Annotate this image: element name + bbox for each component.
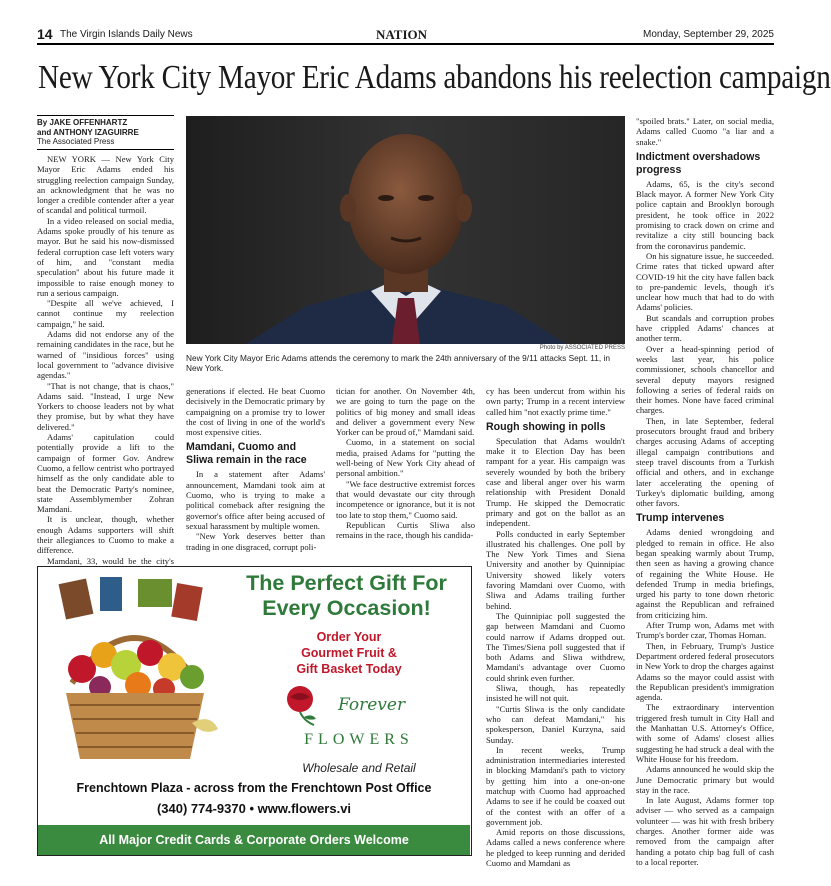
byline-organization: The Associated Press <box>37 137 115 147</box>
paragraph: Mamdani, 33, would be the city's <box>47 555 174 566</box>
byline-rule-top <box>37 115 174 116</box>
ad-brand-word: FLOWERS <box>304 731 414 748</box>
header-rule <box>37 43 774 45</box>
headline: New York City Mayor Eric Adams abandons his reelection campaign <box>38 59 831 96</box>
subheading: Mamdani, Cuomo and Sliwa remain in the race <box>186 441 307 467</box>
ad-title-line-2: Every Occasion! <box>262 596 431 620</box>
news-photo <box>186 116 625 344</box>
paragraph: "spoiled brats." Later, on social media, Adams called Cuomo "a liar and a snake." <box>636 116 774 147</box>
paragraph: In a statement after Adams' announcement, Mamdani took aim at Cuomo, who is trying to make a political comeback after resigning the governor's office after being accused of sexual harassment by multiple women. <box>186 469 325 531</box>
paragraph: Adams denied wrongdoing and pledged to remain in office. He also began speaking warmly about Trump, then seen as having a growing chance of regaining the White House. He defended Trump in media briefings, urged his party to tone down rhetoric against the Republican and refrained from criticizing him. <box>636 527 774 620</box>
ad-location: Frenchtown Plaza - across from the Frenchtown Post Office <box>76 781 432 795</box>
paragraph: Adams, 65, is the city's second Black mayor. A former New York City police captain and Brooklyn borough president, he took office in 2022 promising to crack down on crime and revitalize a city still bouncing back from the coronavirus pandemic. <box>636 178 774 251</box>
advertisement[interactable] <box>37 566 472 856</box>
paragraph: Amid reports on those discussions, Adams called a news conference where he pledged to keep running and derided Cuomo and Mamdani as <box>486 827 625 869</box>
gift-basket-image <box>42 573 228 769</box>
paragraph: It is unclear, though, whether enough Adams supporters will shift their allegiances to Cuomo to make a difference. <box>37 514 174 556</box>
paragraph: Republican Curtis Sliwa also remains in the race, though his candida- <box>336 519 475 541</box>
page-date: Monday, September 29, 2025 <box>642 29 774 40</box>
subheading: Trump intervenes <box>636 512 725 525</box>
paragraph: In recent weeks, Trump administration intermediaries interested in blocking Mamdani's path to victory by getting him into a one-on-one matchup with Cuomo had approached Adams to see if he could be coaxed out of the contest with an offer of a government job. <box>486 744 625 827</box>
paragraph: Then, in late September, federal prosecutors brought fraud and bribery charges accusing Adams of accepting illegal campaign contributions and steep travel discounts from a Turkish official and others, and in exchange later accelerating the opening of Turkey's diplomatic building, among other favors. <box>636 415 774 509</box>
byline-rule-bottom <box>37 149 174 150</box>
article-column-1 <box>37 154 174 566</box>
paragraph: Polls conducted in early September illustrated his challenges. One poll by The New York Times and Siena University and another by Quinnipiac University showed likely voters favoring Mamdani over Cuomo, with Sliwa and Adams trailing further behind. <box>486 528 625 611</box>
paragraph: Speculation that Adams wouldn't make it to Election Day has been rampant for a year. His campaign was severely wounded by both the bribery case and liberal anger over his warm relationship with President Donald Trump. He skipped the Democratic primary and got on the ballot as an independent. <box>486 435 625 529</box>
photo-caption: New York City Mayor Eric Adams attends the ceremony to mark the 24th anniversary of the 9/11 attacks Sept. 11, in New York. <box>186 353 610 373</box>
paragraph: But scandals and corruption probes have crippled Adams' chances at another term. <box>636 312 774 344</box>
paragraph: In late August, Adams former top adviser — who served as a campaign volunteer — was hit with fresh bribery charges. Another former aide was removed from the campaign after handing a potato chip bag full of cash to a local reporter. <box>636 795 774 867</box>
paragraph: Over a head-spinning period of weeks last year, his police commissioner, schools chancellor and several deputy mayors resigned following a series of federal raids on their homes. None have faced criminal charges. <box>636 343 774 416</box>
paragraph: The Quinnipiac poll suggested the gap between Mamdani and Cuomo could narrow if Adams dropped out. The Times/Siena poll suggested that if both Adams and Sliwa withdrew, Mamdani's advantage over Cuomo could shrink even further. <box>486 610 625 683</box>
ad-footer-text: All Major Credit Cards & Corporate Orders Welcome <box>99 833 409 847</box>
paragraph: Then, in February, Trump's Justice Department ordered federal prosecutors in New York to drop the charges against Adams so the mayor could assist with the Republican president's immigration agenda. <box>636 640 774 703</box>
subheading: Indictment overshadows progress <box>636 150 761 176</box>
paragraph: Sliwa, though, has repeatedly insisted he will not quit. <box>486 683 625 704</box>
paragraph: cy has been undercut from within his own party; Trump in a recent interview called him "not exactly prime time." <box>486 386 625 417</box>
article-column-3 <box>336 386 475 556</box>
ad-order-line-3: Gift Basket Today <box>296 662 402 676</box>
article-column-5 <box>636 116 774 867</box>
paragraph: "That is not change, that is chaos," Adams said. "Instead, I urge New Yorkers to choose leaders not by what they promise, but by what they have delivered." <box>37 380 174 432</box>
byline-author-2: and ANTHONY IZAGUIRRE <box>37 127 139 137</box>
paragraph: The extraordinary intervention triggered fresh tumult in City Hall and the Manhattan U.S. Attorney's Office, with some of Adams' closest allies suggesting he had struck a deal with the White House for his freedom. <box>636 702 774 764</box>
paragraph: "We face destructive extremist forces that would devastate our city through incompetence or ignorance, but it is not too late to stop them," Cuomo said. <box>336 478 475 520</box>
paragraph: Adams did not endorse any of the remaining candidates in the race, but he warned of "insidious forces" using local government to "advance divisive agendas." <box>37 329 174 381</box>
subheading: Rough showing in polls <box>486 420 606 433</box>
paragraph: Adams announced he would skip the June Democratic primary but would stay in the race. <box>636 764 774 795</box>
paragraph: NEW YORK — New York City Mayor Eric Adams ended his struggling reelection campaign Sunday, an acknowledgment that he was no longer a credible contender after a year of scandal and political turmoil. <box>37 154 174 216</box>
paragraph: After Trump won, Adams met with Trump's border czar, Thomas Homan. <box>636 620 774 641</box>
section-name: NATION <box>376 27 428 42</box>
rose-logo-icon <box>278 683 330 727</box>
paragraph: generations if elected. He beat Cuomo decisively in the Democratic primary by campaigning on a promise try to lower the cost of living in one of the world's most expensive cities. <box>186 386 325 438</box>
ad-order-line-2: Gourmet Fruit & <box>301 646 397 660</box>
byline-author-1: By JAKE OFFENHARTZ <box>37 118 128 127</box>
paragraph: tician for another. On November 4th, we are going to turn the page on the politics of big money and small ideas and deliver a government every New Yorker can be proud of," Mamdani said. <box>336 386 475 438</box>
paragraph: "New York deserves better than trading in one disgraced, corrupt poli- <box>186 531 325 552</box>
article-column-4 <box>486 386 625 869</box>
paragraph: Cuomo, in a statement on social media, praised Adams for "putting the well-being of New York City ahead of personal ambition." <box>336 437 475 479</box>
paragraph: On his signature issue, he succeeded. Crime rates that ticked upward after COVID-19 hit the city have fallen back to pre-pandemic levels, though it's unclear how much that had to do with Adams' policies. <box>636 250 774 313</box>
ad-order-text <box>284 629 414 677</box>
ad-tagline: Wholesale and Retail <box>302 761 416 775</box>
ad-order-line-1: Order Your <box>316 630 382 644</box>
byline <box>37 118 177 147</box>
ad-title-line-1: The Perfect Gift For <box>246 571 447 595</box>
ad-contact[interactable]: (340) 774-9370 • www.flowers.vi <box>156 801 352 816</box>
paper-name: The Virgin Islands Daily News <box>60 29 193 40</box>
paragraph: In a video released on social media, Adams spoke proudly of his tenure as mayor. But he said his now-dismissed federal corruption case left voters wary of him, and "constant media speculation" about his future made it impossible to raise enough money to run a serious campaign. <box>37 215 174 298</box>
article-column-2 <box>186 386 325 556</box>
photo-illustration <box>186 116 625 344</box>
paragraph: "Curtis Sliwa is the only candidate who can defeat Mamdani," his spokesperson, Daniel Kurzyna, said Sunday. <box>486 703 625 745</box>
ad-brand-script: Forever <box>338 695 406 715</box>
page-number: 14 <box>37 26 53 42</box>
ad-title <box>224 571 469 621</box>
paragraph: Adams' capitulation could potentially provide a lift to the campaign of former Gov. Andrew Cuomo, a fellow centrist who portrayed himself as the only candidate able to beat the Democratic Party's nominee, state Assemblymember Zohran Mamdani. <box>37 432 174 515</box>
paragraph: "Despite all we've achieved, I cannot continue my reelection campaign," he said. <box>37 298 174 329</box>
photo-credit: Photo by ASSOCIATED PRESS <box>539 345 625 351</box>
ad-footer-bar <box>38 825 470 855</box>
